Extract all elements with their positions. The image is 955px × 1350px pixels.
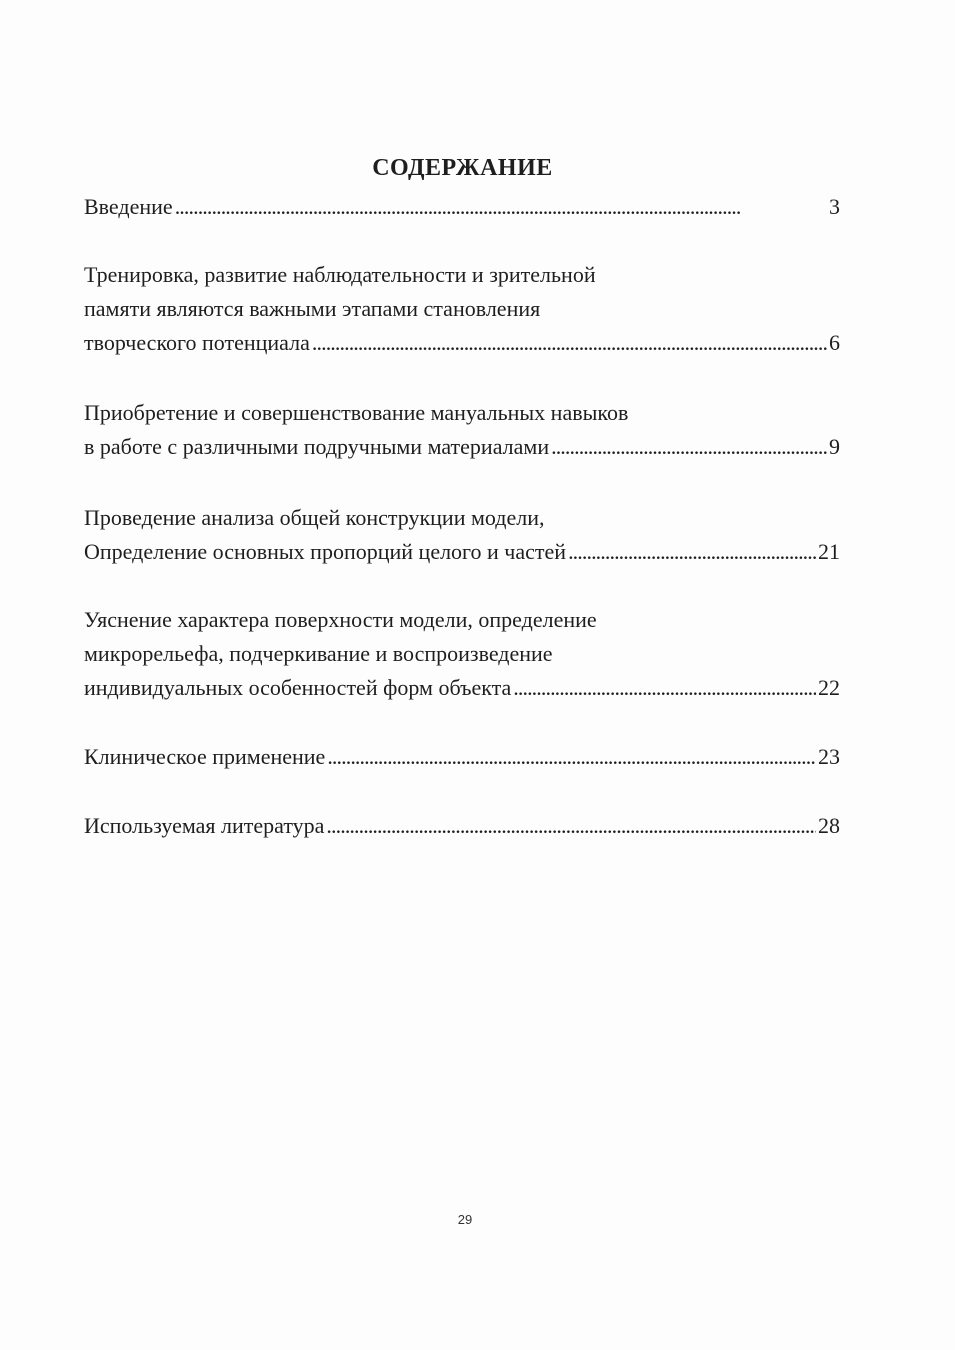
toc-entry-last-line — [84, 430, 840, 464]
toc-entry-training — [84, 258, 840, 360]
toc-entry-text: творческого потенциала — [84, 330, 310, 355]
toc-page-number: 6 — [829, 330, 840, 355]
toc-entry-last-line — [84, 740, 840, 774]
dot-leader — [326, 809, 816, 843]
toc-entry-last-line — [84, 535, 840, 569]
dot-leader — [551, 430, 827, 464]
toc-entry-last-line — [84, 190, 840, 224]
toc-entry-text: Используемая литература — [84, 813, 325, 838]
toc-entry-text: Проведение анализа общей конструкции модели, — [84, 505, 545, 530]
toc-entry-construction-analysis — [84, 501, 840, 569]
toc-entry-manual-skills — [84, 396, 840, 464]
toc-entry-introduction — [84, 190, 840, 224]
toc-entry-surface-character — [84, 603, 840, 705]
toc-page-number: 22 — [818, 675, 840, 700]
toc-entry-text: микрорельефа, подчеркивание и воспроизведение — [84, 641, 553, 666]
toc-entry-text: памяти являются важными этапами становления — [84, 296, 541, 321]
toc-entry-text: Приобретение и совершенствование мануальных навыков — [84, 400, 629, 425]
toc-entry-last-line — [84, 809, 840, 843]
toc-entry-text: Определение основных пропорций целого и частей — [84, 539, 567, 564]
page-title: СОДЕРЖАНИЕ — [372, 155, 553, 181]
footer-page-number: 29 — [457, 1212, 473, 1227]
dot-leader — [568, 535, 816, 569]
toc-entry-text: Уяснение характера поверхности модели, определение — [84, 607, 597, 632]
toc-page-number: 28 — [818, 813, 840, 838]
toc-entry-last-line — [84, 671, 840, 705]
dot-leader — [327, 740, 816, 774]
toc-page-number: 3 — [829, 194, 840, 219]
toc-page-number: 9 — [829, 434, 840, 459]
dot-leader — [513, 671, 816, 705]
dot-leader — [175, 190, 827, 224]
toc-entry-text: Клиническое применение — [84, 744, 326, 769]
toc-page-number: 21 — [818, 539, 840, 564]
toc-entry-text: Тренировка, развитие наблюдательности и зрительной — [84, 262, 596, 287]
dot-leader — [312, 326, 827, 360]
toc-entry-text: Введение — [84, 194, 173, 219]
toc-entry-last-line — [84, 326, 840, 360]
toc-entry-clinical-application — [84, 740, 840, 774]
toc-entry-text: в работе с различными подручными материалами — [84, 434, 550, 459]
toc-entry-text: индивидуальных особенностей форм объекта — [84, 675, 512, 700]
toc-page-number: 23 — [818, 744, 840, 769]
toc-entry-references — [84, 809, 840, 843]
